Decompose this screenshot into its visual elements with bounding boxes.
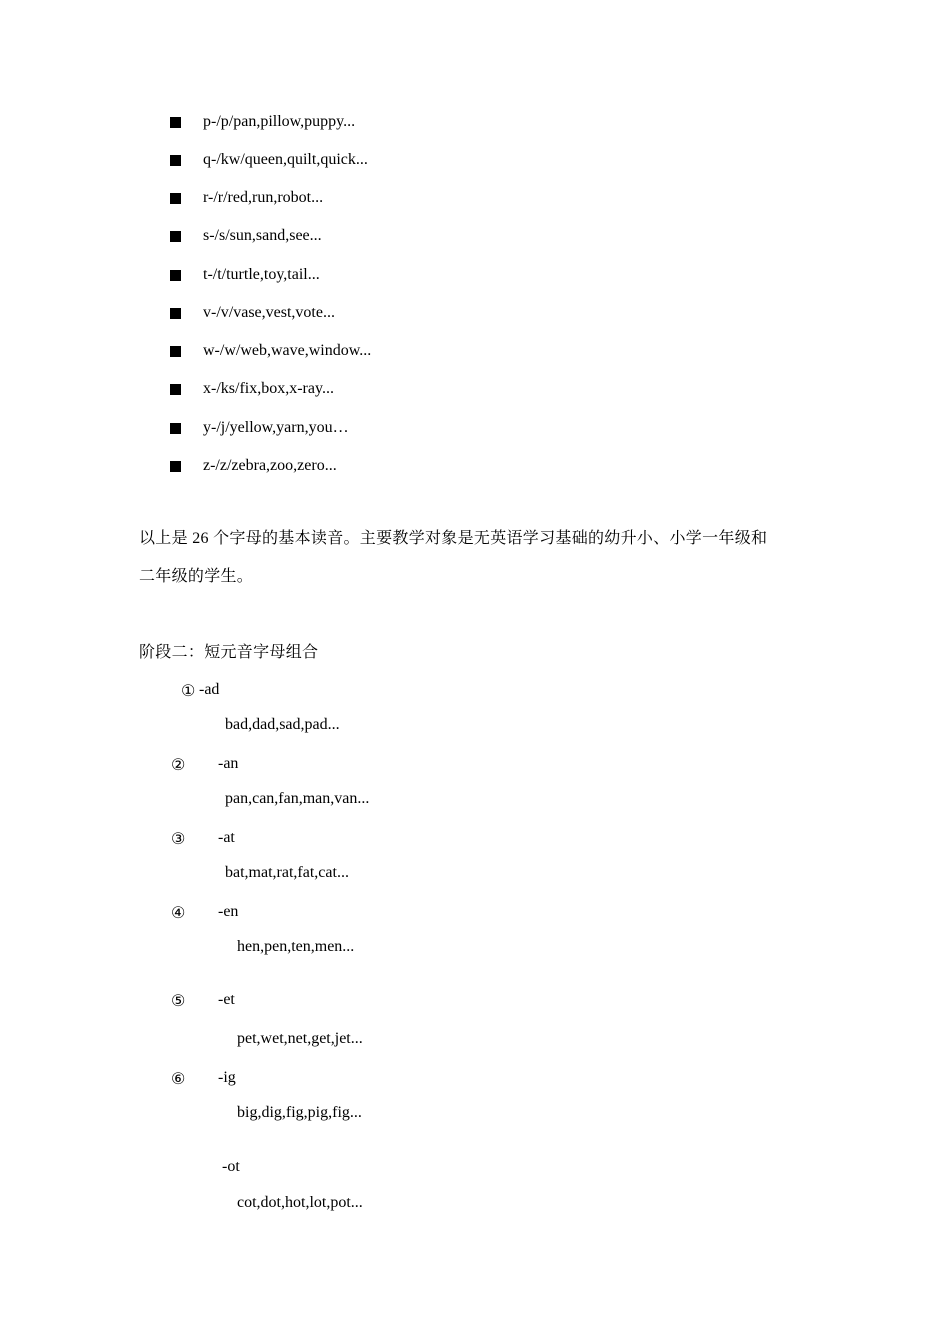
group-words: hen,pen,ten,men... xyxy=(237,938,355,955)
list-item-text: q-/kw/queen,quilt,quick... xyxy=(203,151,368,168)
group-suffix: -ad xyxy=(199,681,220,698)
group-suffix: -an xyxy=(218,755,239,772)
group-suffix: -en xyxy=(218,903,239,920)
list-item xyxy=(170,148,368,172)
group-suffix: -ig xyxy=(218,1069,236,1086)
group-number: ④ xyxy=(171,905,186,922)
list-item xyxy=(170,301,335,325)
square-bullet-icon xyxy=(170,155,181,166)
list-item-text: r-/r/red,run,robot... xyxy=(203,189,324,206)
group-number: ⑥ xyxy=(171,1071,186,1088)
list-item-text: p-/p/pan,pillow,puppy... xyxy=(203,113,356,130)
group-words: cot,dot,hot,lot,pot... xyxy=(237,1194,363,1211)
group-words: pet,wet,net,get,jet... xyxy=(237,1030,363,1047)
square-bullet-icon xyxy=(170,308,181,319)
group-words: big,dig,fig,pig,fig... xyxy=(237,1104,362,1121)
group-suffix: -et xyxy=(218,991,235,1008)
group-number: ① xyxy=(181,683,196,700)
group-suffix: -ot xyxy=(222,1158,240,1175)
list-item xyxy=(170,339,371,363)
list-item-text: y-/j/yellow,yarn,you… xyxy=(203,419,349,436)
group-words: pan,can,fan,man,van... xyxy=(225,790,370,807)
list-item xyxy=(170,263,320,287)
group-number: ③ xyxy=(171,831,186,848)
list-item-text: x-/ks/fix,box,x-ray... xyxy=(203,380,334,397)
summary-line-1: 以上是 26 个字母的基本读音。主要教学对象是无英语学习基础的幼升小、小学一年级和 xyxy=(139,530,768,547)
list-item xyxy=(170,110,355,134)
list-item xyxy=(170,416,349,440)
list-item xyxy=(170,186,323,210)
square-bullet-icon xyxy=(170,270,181,281)
group-number: ⑤ xyxy=(171,993,186,1010)
list-item-text: v-/v/vase,vest,vote... xyxy=(203,304,335,321)
list-item-text: z-/z/zebra,zoo,zero... xyxy=(203,457,337,474)
group-words: bad,dad,sad,pad... xyxy=(225,716,340,733)
list-item-text: w-/w/web,wave,window... xyxy=(203,342,372,359)
square-bullet-icon xyxy=(170,384,181,395)
square-bullet-icon xyxy=(170,117,181,128)
square-bullet-icon xyxy=(170,231,181,242)
group-words: bat,mat,rat,fat,cat... xyxy=(225,864,349,881)
list-item-text: t-/t/turtle,toy,tail... xyxy=(203,266,320,283)
summary-line-2: 二年级的学生。 xyxy=(139,568,254,585)
group-suffix: -at xyxy=(218,829,235,846)
square-bullet-icon xyxy=(170,461,181,472)
square-bullet-icon xyxy=(170,193,181,204)
list-item xyxy=(170,377,334,401)
square-bullet-icon xyxy=(170,346,181,357)
list-item xyxy=(170,454,337,478)
section-heading: 阶段二：短元音字母组合 xyxy=(139,644,319,661)
group-number: ② xyxy=(171,757,186,774)
list-item xyxy=(170,224,322,248)
square-bullet-icon xyxy=(170,423,181,434)
list-item-text: s-/s/sun,sand,see... xyxy=(203,227,322,244)
